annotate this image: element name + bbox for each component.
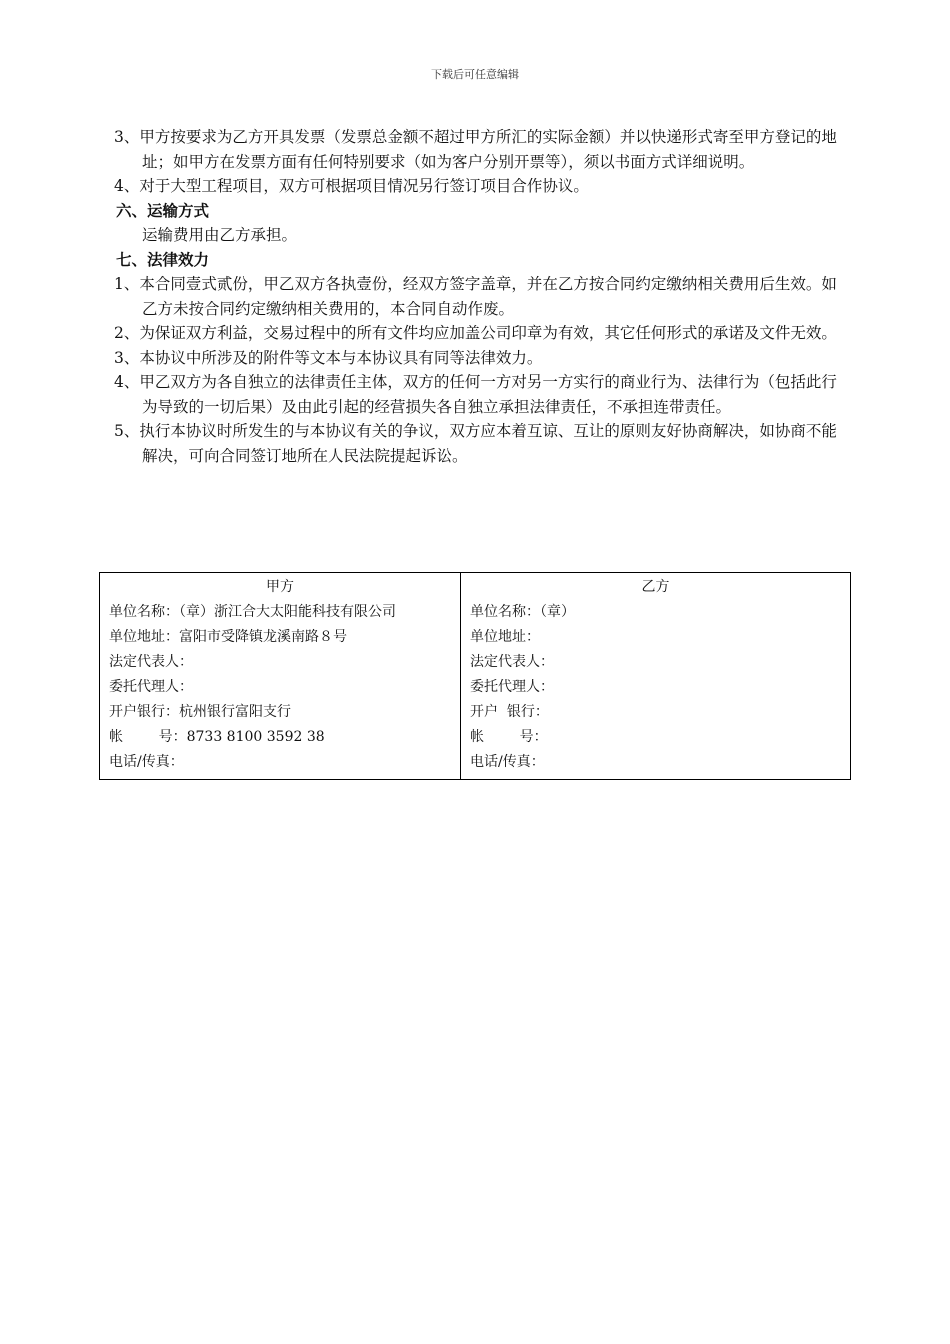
section-legal-title: 七、法律效力 bbox=[116, 250, 210, 269]
party-a-cell bbox=[100, 573, 461, 780]
clause-invoice: 3、甲方按要求为乙方开具发票（发票总金额不超过甲方所汇的实际金额）并以快递形式寄至甲方登记的地址；如甲方在发票方面有任何特别要求（如为客户分别开票等），须以书面方式详细说明。 bbox=[114, 128, 837, 171]
party-a-phone: 电话/传真： bbox=[109, 753, 184, 770]
clause-large-project: 4、对于大型工程项目，双方可根据项目情况另行签订项目合作协议。 bbox=[114, 177, 589, 195]
party-b-account: 帐 号： bbox=[470, 728, 548, 745]
party-b-phone: 电话/传真： bbox=[470, 753, 545, 770]
party-b-company: 单位名称：（章） bbox=[470, 603, 575, 620]
party-b-cell bbox=[461, 573, 851, 780]
legal-item-5: 5、执行本协议时所发生的与本协议有关的争议，双方应本着互谅、互让的原则友好协商解决，如协商不能解决，可向合同签订地所在人民法院提起诉讼。 bbox=[114, 422, 837, 465]
party-a-bank: 开户银行：杭州银行富阳支行 bbox=[109, 703, 291, 720]
section-transport-text: 运输费用由乙方承担。 bbox=[142, 226, 298, 244]
party-b-bank: 开户 银行： bbox=[470, 703, 549, 720]
party-a-account: 帐 号：8733 8100 3592 38 bbox=[109, 728, 325, 745]
party-b-agent: 委托代理人： bbox=[470, 678, 554, 695]
party-a-address: 单位地址：富阳市受降镇龙溪南路８号 bbox=[109, 628, 347, 645]
party-a-legal-rep: 法定代表人： bbox=[109, 653, 193, 670]
party-b-legal-rep: 法定代表人： bbox=[470, 653, 554, 670]
party-b-title: 乙方 bbox=[641, 579, 670, 595]
legal-item-2: 2、为保证双方利益，交易过程中的所有文件均应加盖公司印章为有效，其它任何形式的承诺及文件无效。 bbox=[114, 324, 837, 342]
legal-item-1: 1、本合同壹式贰份，甲乙双方各执壹份，经双方签字盖章，并在乙方按合同约定缴纳相关费用后生效。如乙方未按合同约定缴纳相关费用的，本合同自动作废。 bbox=[114, 275, 837, 318]
party-a-company: 单位名称：（章）浙江合大太阳能科技有限公司 bbox=[109, 603, 396, 620]
legal-item-4: 4、甲乙双方为各自独立的法律责任主体，双方的任何一方对另一方实行的商业行为、法律行为（包括此行为导致的一切后果）及由此引起的经营损失各自独立承担法律责任，不承担连带责任。 bbox=[114, 373, 837, 416]
legal-item-3: 3、本协议中所涉及的附件等文本与本协议具有同等法律效力。 bbox=[114, 348, 543, 367]
section-transport-title: 六、运输方式 bbox=[116, 201, 210, 220]
party-a-agent: 委托代理人： bbox=[109, 678, 193, 695]
party-a-title: 甲方 bbox=[266, 579, 294, 595]
signature-table bbox=[99, 572, 851, 780]
page-header-note: 下载后可任意编辑 bbox=[431, 68, 519, 81]
contract-body bbox=[114, 125, 844, 468]
party-b-address: 单位地址： bbox=[470, 628, 540, 645]
